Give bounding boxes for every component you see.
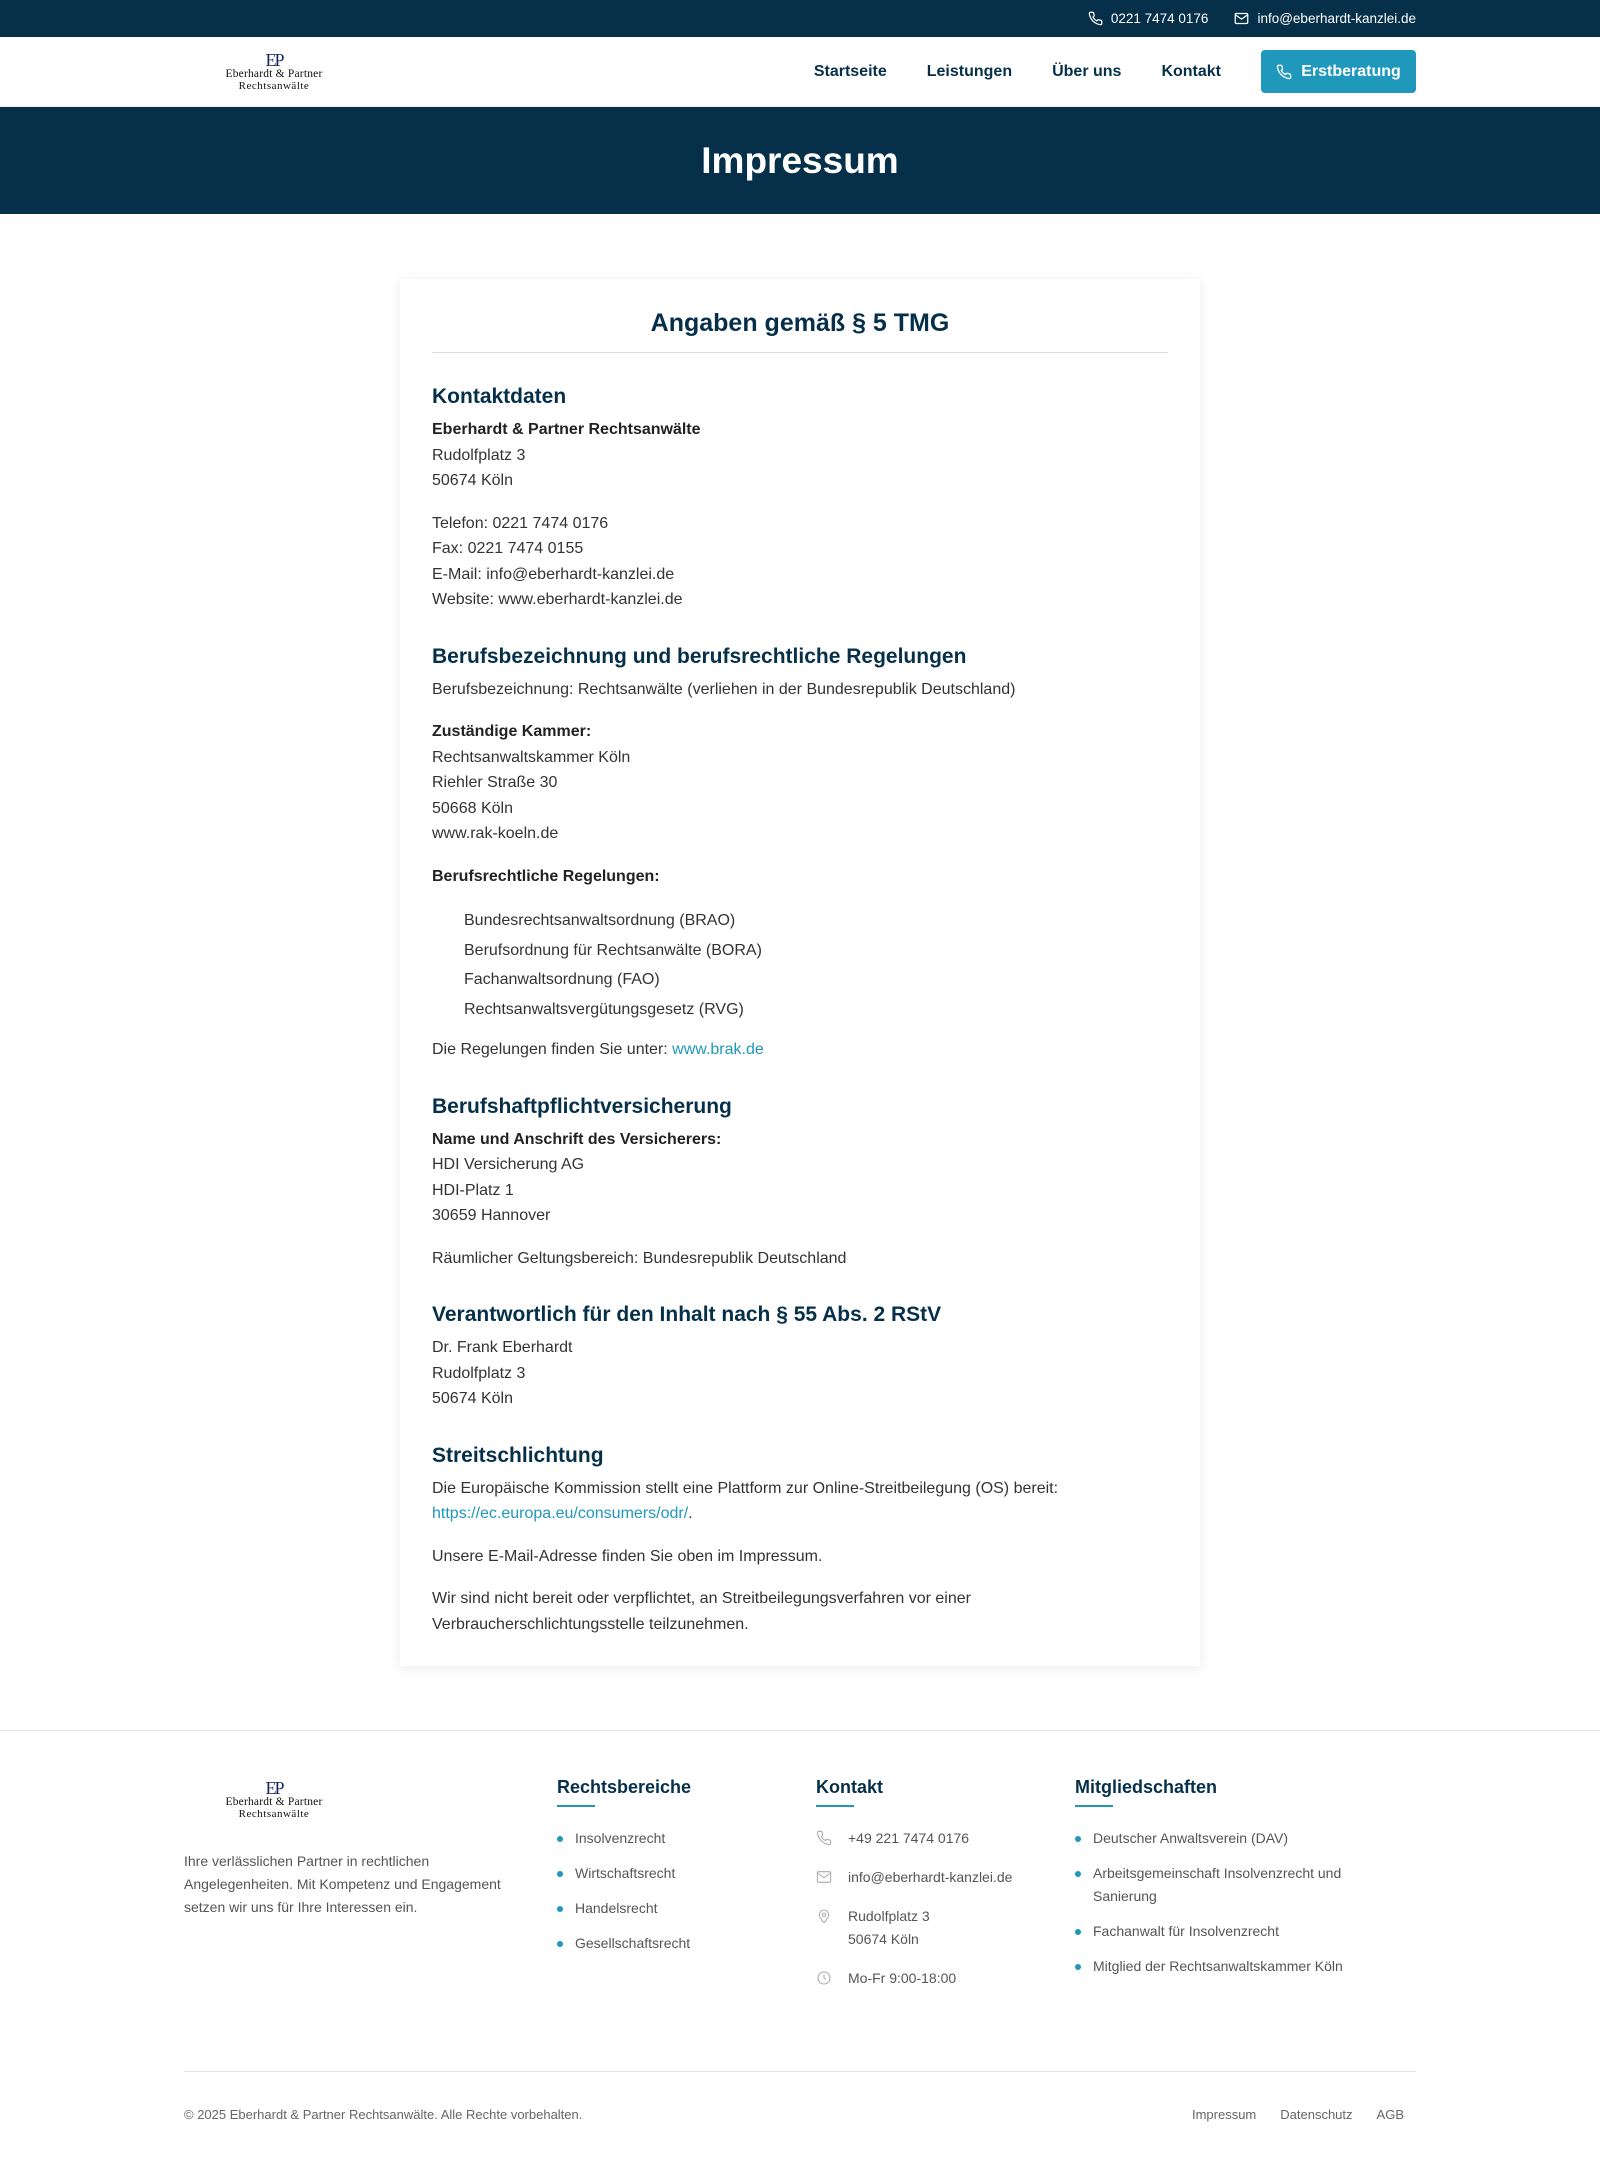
footer-link-agb[interactable]: AGB — [1376, 2107, 1404, 2122]
mail-icon — [1234, 11, 1249, 26]
logo-line1: Eberhardt & Partner — [225, 68, 323, 81]
nav-menu — [814, 50, 1416, 93]
kammer-block — [432, 719, 1168, 847]
odr-link[interactable]: https://ec.europa.eu/consumers/odr/ — [432, 1505, 689, 1522]
versicherer-street: HDI-Platz 1 — [432, 1181, 514, 1199]
footer-address — [816, 1905, 1012, 1951]
list-item: Berufsordnung für Rechtsanwälte (BORA) — [464, 941, 762, 959]
footer-link-handelsrecht[interactable]: Handelsrecht — [557, 1897, 691, 1920]
impressum-heading: Angaben gemäß § 5 TMG — [432, 309, 1168, 353]
nav-item-leistungen[interactable]: Leistungen — [926, 62, 1013, 80]
list-item: Bundesrechtsanwaltsordnung (BRAO) — [464, 912, 736, 929]
kammer-label: Zuständige Kammer: — [432, 723, 592, 740]
logo-line1: Eberhardt & Partner — [225, 1796, 323, 1808]
footer-about — [184, 1779, 514, 1919]
footer-link-insolvenzrecht[interactable]: Insolvenzrecht — [557, 1827, 691, 1850]
footer-phone-text: +49 221 7474 0176 — [848, 1830, 970, 1846]
location-pin-icon — [816, 1908, 832, 1924]
page-hero — [0, 107, 1600, 214]
verantwortlich-street: Rudolfplatz 3 — [432, 1364, 526, 1382]
topbar-email[interactable] — [1234, 11, 1416, 26]
kammer-name: Rechtsanwaltskammer Köln — [432, 748, 631, 766]
list-item: Deutscher Anwaltsverein (DAV) — [1075, 1827, 1375, 1850]
heading-underline — [1075, 1805, 1113, 1807]
topbar-phone[interactable] — [1088, 11, 1209, 26]
logo-monogram: EP — [265, 50, 283, 71]
streit-text2: Unsere E-Mail-Adresse finden Sie oben im Impressum. — [432, 1547, 823, 1565]
logo-monogram: EP — [265, 1778, 283, 1798]
versicherer-label: Name und Anschrift des Versicherers: — [432, 1130, 722, 1148]
mitgliedschaften-list — [1075, 1827, 1375, 1978]
kontakt-website: Website: www.eberhardt-kanzlei.de — [432, 591, 683, 608]
top-contact-bar — [0, 0, 1600, 37]
rechtsbereiche-heading: Rechtsbereiche — [557, 1777, 692, 1797]
rechtsbereiche-list — [557, 1827, 691, 1955]
logo[interactable] — [204, 51, 344, 92]
regeln-label: Berufsrechtliche Regelungen: — [432, 867, 660, 885]
footer-description: Ihre verlässlichen Partner in rechtlichen Angelegenheiten. Mit Kompetenz und Engagement setzen wir uns für Ihre Interessen ein. — [184, 1852, 501, 1915]
regeln-list — [432, 906, 1168, 1024]
versicherer-city: 30659 Hannover — [432, 1207, 551, 1224]
kanzlei-name: Eberhardt & Partner Rechtsanwälte — [432, 421, 701, 438]
footer-link-datenschutz[interactable]: Datenschutz — [1280, 2107, 1353, 2122]
copyright: © 2025 Eberhardt & Partner Rechtsanwälte. Alle Rechte vorbehalten. — [184, 2107, 583, 2122]
clock-icon — [816, 1970, 832, 1986]
list-item: Rechtsanwaltsvergütungsgesetz (RVG) — [464, 1000, 744, 1018]
footer-legal-links — [1192, 2107, 1416, 2122]
kanzlei-city: 50674 Köln — [432, 472, 513, 489]
streit-text3: Wir sind nicht bereit oder verpflichtet, an Streitbeilegungsverfahren vor einer Verbraucherschlichtungsstelle teilzunehmen. — [432, 1590, 971, 1633]
berufsbezeichnung: Berufsbezeichnung: Rechtsanwälte (verliehen in der Bundesrepublik Deutschland) — [432, 680, 1016, 698]
list-item: Fachanwaltsordnung (FAO) — [464, 971, 660, 988]
footer-city: 50674 Köln — [848, 1931, 919, 1947]
topbar-phone-text: 0221 7474 0176 — [1110, 11, 1209, 26]
erstberatung-button[interactable] — [1261, 50, 1416, 93]
regeln-hinweis — [432, 1037, 1168, 1063]
footer-kontakt — [816, 1777, 1012, 2006]
phone-icon — [1276, 64, 1292, 80]
nav-item-kontakt[interactable]: Kontakt — [1161, 62, 1221, 80]
nav-item-ueber-uns[interactable]: Über uns — [1052, 62, 1122, 80]
impressum-card — [400, 279, 1200, 1666]
footer-bottom — [184, 2071, 1416, 2122]
streit-intro: Die Europäische Kommission stellt eine Plattform zur Online-Streitbeilegung (OS) bereit: — [432, 1479, 1059, 1497]
page-title: Impressum — [701, 139, 899, 181]
footer-hours — [816, 1967, 1012, 1990]
verantwortlich-block — [432, 1335, 1168, 1412]
footer-link-wirtschaftsrecht[interactable]: Wirtschaftsrecht — [557, 1862, 691, 1885]
footer-street: Rudolfplatz 3 — [848, 1908, 930, 1924]
footer-kontakt-heading: Kontakt — [816, 1777, 883, 1797]
footer-rechtsbereiche — [557, 1777, 691, 1967]
footer-phone[interactable] — [816, 1827, 1012, 1850]
versicherung-heading: Berufshaftpflichtversicherung — [432, 1094, 732, 1118]
footer — [0, 1730, 1600, 2158]
kammer-city: 50668 Köln — [432, 799, 513, 817]
heading-underline — [557, 1805, 595, 1807]
versicherer-block — [432, 1127, 1168, 1229]
verantwortlich-heading: Verantwortlich für den Inhalt nach § 55 Abs. 2 RStV — [432, 1303, 942, 1326]
kontakt-email: E-Mail: info@eberhardt-kanzlei.de — [432, 565, 675, 583]
verantwortlich-name: Dr. Frank Eberhardt — [432, 1339, 573, 1356]
geltungsbereich: Räumlicher Geltungsbereich: Bundesrepublik Deutschland — [432, 1249, 847, 1267]
erstberatung-label: Erstberatung — [1301, 62, 1401, 80]
kontakt-fax: Fax: 0221 7474 0155 — [432, 540, 584, 557]
verantwortlich-city: 50674 Köln — [432, 1390, 513, 1407]
versicherer-name: HDI Versicherung AG — [432, 1156, 585, 1173]
beruf-heading: Berufsbezeichnung und berufsrechtliche Regelungen — [432, 644, 967, 668]
kontakt-phone: Telefon: 0221 7474 0176 — [432, 514, 609, 532]
regeln-text: Die Regelungen finden Sie unter: — [432, 1041, 668, 1058]
brak-link[interactable]: www.brak.de — [672, 1041, 764, 1058]
phone-icon — [1088, 11, 1103, 26]
kanzlei-street: Rudolfplatz 3 — [432, 446, 526, 464]
nav-item-startseite[interactable]: Startseite — [813, 62, 887, 80]
phone-icon — [816, 1830, 832, 1846]
footer-mitgliedschaften — [1075, 1777, 1375, 1990]
list-item: Arbeitsgemeinschaft Insolvenzrecht und Sanierung — [1075, 1862, 1375, 1908]
kontakt-details — [432, 511, 1168, 613]
kammer-website: www.rak-koeln.de — [432, 825, 559, 842]
mitgliedschaften-heading: Mitgliedschaften — [1075, 1777, 1218, 1797]
kammer-street: Riehler Straße 30 — [432, 774, 558, 791]
footer-link-gesellschaftsrecht[interactable]: Gesellschaftsrecht — [557, 1932, 691, 1955]
mail-icon — [816, 1869, 832, 1885]
kontakt-address — [432, 417, 1168, 494]
logo-line2: Rechtsanwälte — [238, 79, 310, 92]
heading-underline — [816, 1805, 854, 1807]
main-navigation — [0, 37, 1600, 107]
streit-heading: Streitschlichtung — [432, 1443, 604, 1467]
list-item: Mitglied der Rechtsanwaltskammer Köln — [1075, 1955, 1375, 1978]
topbar-email-text: info@eberhardt-kanzlei.de — [1257, 11, 1416, 26]
kontakt-heading: Kontaktdaten — [432, 385, 567, 408]
logo-line2: Rechtsanwälte — [238, 1807, 310, 1820]
regeln-label-block — [432, 864, 1168, 890]
list-item: Fachanwalt für Insolvenzrecht — [1075, 1920, 1375, 1943]
footer-email[interactable] — [816, 1866, 1012, 1889]
footer-link-impressum[interactable]: Impressum — [1191, 2107, 1257, 2122]
footer-email-text: info@eberhardt-kanzlei.de — [848, 1869, 1013, 1885]
footer-kontakt-list — [816, 1827, 1012, 1990]
streit-period: . — [688, 1505, 693, 1522]
footer-hours-text: Mo-Fr 9:00-18:00 — [848, 1970, 957, 1986]
footer-logo[interactable] — [204, 1779, 344, 1820]
streit-text1 — [432, 1476, 1168, 1527]
